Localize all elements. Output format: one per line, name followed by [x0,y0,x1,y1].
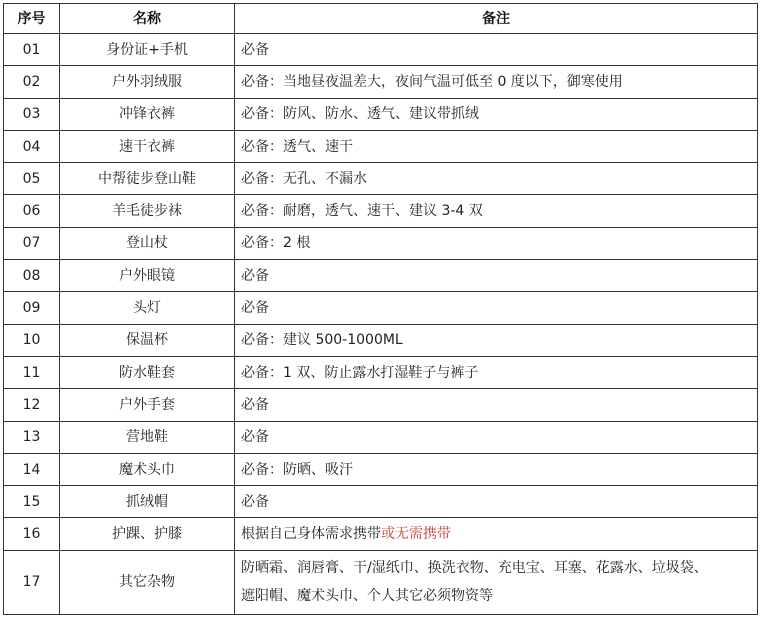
item-name: 中帮徒步登山鞋 [60,163,235,195]
item-name: 冲锋衣裤 [60,98,235,130]
table-row [4,66,758,98]
packing-list-table [3,3,758,615]
table-row [4,453,758,485]
table-row [4,550,758,614]
item-name: 登山杖 [60,227,235,259]
table-row [4,163,758,195]
item-name: 户外羽绒服 [60,66,235,98]
item-note: 必备：当地昼夜温差大，夜间气温可低至 0 度以下，御寒使用 [235,66,758,98]
row-number: 13 [4,421,60,453]
row-number: 06 [4,195,60,227]
note-text: 根据自己身体需求携带 [241,526,381,543]
item-note: 必备：防风、防水、透气、建议带抓绒 [235,98,758,130]
row-number: 04 [4,130,60,162]
table-row [4,195,758,227]
item-note: 必备 [235,292,758,324]
row-number: 12 [4,389,60,421]
item-note: 必备：1 双、防止露水打湿鞋子与裤子 [235,356,758,388]
table-row [4,227,758,259]
row-number: 02 [4,66,60,98]
table-row [4,98,758,130]
item-name: 户外手套 [60,389,235,421]
item-name: 保温杯 [60,324,235,356]
item-name: 营地鞋 [60,421,235,453]
table-row [4,518,758,550]
table-row [4,34,758,66]
table-row [4,130,758,162]
row-number: 09 [4,292,60,324]
header-note: 备注 [235,4,758,34]
item-name: 羊毛徒步袜 [60,195,235,227]
item-name: 其它杂物 [60,550,235,614]
item-note: 必备 [235,389,758,421]
table-row [4,324,758,356]
item-name: 护踝、护膝 [60,518,235,550]
item-note: 必备：无孔、不漏水 [235,163,758,195]
table-row [4,356,758,388]
table-row [4,486,758,518]
row-number: 07 [4,227,60,259]
note-highlight: 或无需携带 [381,526,451,543]
row-number: 17 [4,550,60,614]
item-note: 必备：2 根 [235,227,758,259]
item-note: 必备：耐磨，透气、速干、建议 3-4 双 [235,195,758,227]
item-note: 必备：透气、速干 [235,130,758,162]
item-note [235,518,758,550]
row-number: 08 [4,260,60,292]
table-row [4,389,758,421]
item-name: 防水鞋套 [60,356,235,388]
note-line-1: 防晒霜、润唇膏、干/湿纸巾、换洗衣物、充电宝、耳塞、花露水、垃圾袋、 [241,560,708,577]
item-note: 必备：防晒、吸汗 [235,453,758,485]
item-note: 必备：建议 500-1000ML [235,324,758,356]
item-note: 必备 [235,421,758,453]
row-number: 14 [4,453,60,485]
row-number: 15 [4,486,60,518]
row-number: 10 [4,324,60,356]
row-number: 01 [4,34,60,66]
table-row [4,421,758,453]
row-number: 05 [4,163,60,195]
item-name: 头灯 [60,292,235,324]
item-name: 身份证+手机 [60,34,235,66]
item-name: 魔术头巾 [60,453,235,485]
header-row [4,4,758,34]
item-note: 必备 [235,34,758,66]
header-name: 名称 [60,4,235,34]
header-number: 序号 [4,4,60,34]
row-number: 03 [4,98,60,130]
item-note: 必备 [235,260,758,292]
item-note: 必备 [235,486,758,518]
row-number: 11 [4,356,60,388]
table-row [4,260,758,292]
item-name: 户外眼镜 [60,260,235,292]
note-line-2: 遮阳帽、魔术头巾、个人其它必须物资等 [241,588,493,605]
row-number: 16 [4,518,60,550]
item-name: 抓绒帽 [60,486,235,518]
table-row [4,292,758,324]
item-name: 速干衣裤 [60,130,235,162]
item-note [235,550,758,614]
